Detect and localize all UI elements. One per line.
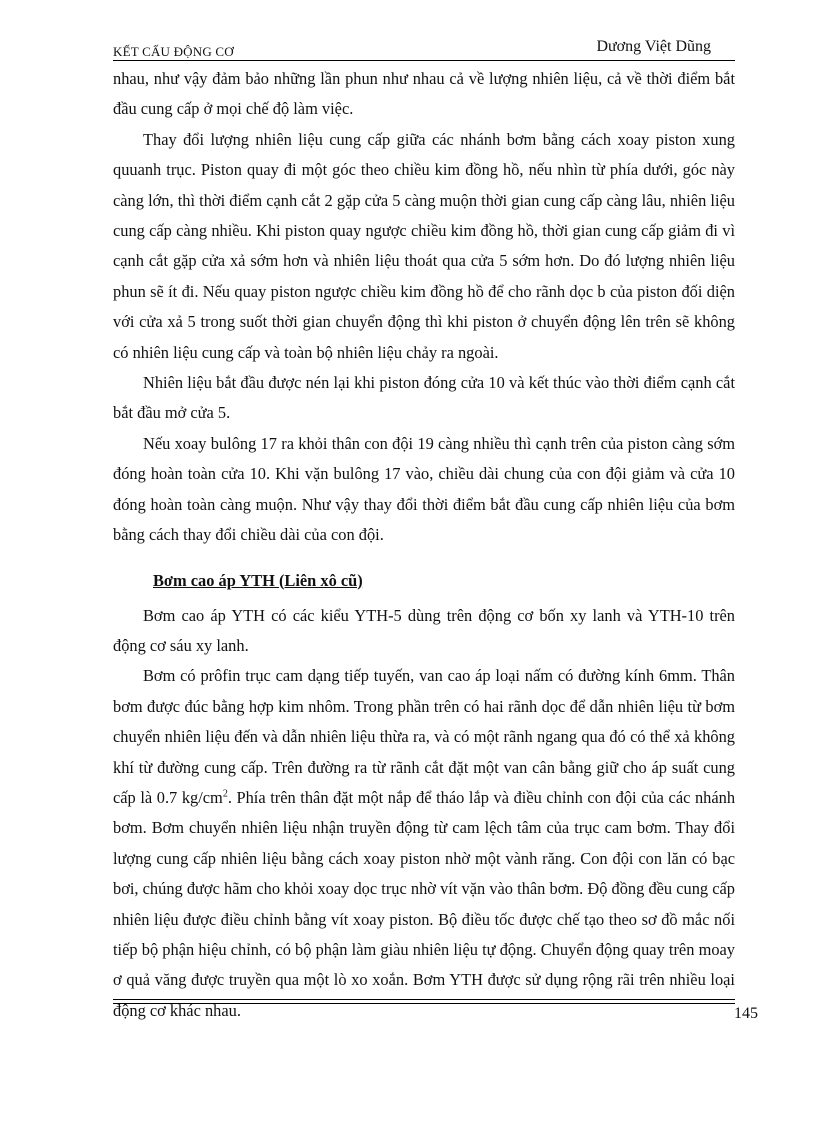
section-heading-yth-pump: Bơm cao áp YTH (Liên xô cũ) xyxy=(153,570,363,590)
paragraph-bolt-adjustment: Nếu xoay bulông 17 ra khỏi thân con đội 19 càng nhiều thì cạnh trên của piston càng sớm đóng hoàn toàn cửa 10. Khi vặn bulông 17 vào, chiều dài chung của con đội giảm và cửa 10 đóng hoàn toàn càng muộn. Như vậy thay đổi thời điểm bắt đầu cung cấp nhiên liệu của bơm bằng cách thay đổi chiều dài của con đội. xyxy=(113,433,735,545)
paragraph-fuel-quantity: Thay đổi lượng nhiên liệu cung cấp giữa các nhánh bơm bằng cách xoay piston xung quuanh trục. Piston quay đi một góc theo chiều kim đồng hồ, nếu nhìn từ phía dưới, góc này càng lớn, thì thời điểm cạnh cắt 2 gặp cửa 5 càng muộn thời gian cung cấp càng lâu, nhiên liệu cung cấp càng nhiều. Khi piston quay ngược chiều kim đồng hồ, thời gian cung cấp giảm đi vì cạnh cắt gặp cửa xả sớm hơn và nhiên liệu thoát qua cửa 5 sớm hơn. Do đó lượng nhiên liệu phun sẽ ít đi. Nếu quay piston ngược chiều kim đồng hồ để cho rãnh dọc b của piston đối diện với cửa xả 5 trong suốt thời gian chuyển động thì khi piston ở chuyển động lên trên sẽ không có nhiên liệu cung cấp và toàn bộ nhiên liệu chảy ra ngoài. xyxy=(113,129,735,362)
paragraph-compression-start: Nhiên liệu bắt đầu được nén lại khi piston đóng cửa 10 và kết thúc vào thời điểm cạnh cắt bắt đầu mở cửa 5. xyxy=(113,373,735,423)
yth-description-part2: . Phía trên thân đặt một nắp để tháo lắp và điều chỉnh con đội của các nhánh bơm. Bơm chuyển nhiên liệu nhận truyền động từ cam lệch tâm của trục cam bơm. Thay đổi lượng cung cấp nhiên liệu bằng cách xoay piston nhờ một vành răng. Con đội con lăn có bạc bơi, chúng được hãm cho khỏi xoay dọc trục nhờ vít vặn vào thân bơm. Độ đồng đều cung cấp nhiên liệu được điều chỉnh bằng vít xoay piston. Bộ điều tốc được chế tạo theo sơ đồ mắc nối tiếp bộ phận hiệu chỉnh, có bộ phận làm giàu nhiên liệu tự động. Chuyển động quay trên moay ơ quả văng được truyền qua một lò xo xoắn. Bơm YTH được sử dụng rộng rãi trên nhiều loại động cơ khác nhau. xyxy=(113,787,736,1020)
paragraph-yth-models: Bơm cao áp YTH có các kiểu YTH-5 dùng trên động cơ bốn xy lanh và YTH-10 trên động cơ sáu xy lanh. xyxy=(113,605,735,655)
page-number: 145 xyxy=(734,1005,758,1022)
footer-rule-thick xyxy=(113,999,735,1000)
header-author: Dương Việt Dũng xyxy=(596,38,711,55)
header-rule xyxy=(113,60,735,61)
footer-rule-thin xyxy=(113,1003,735,1004)
page-body xyxy=(113,64,735,1026)
page-header xyxy=(113,38,735,62)
superscript-2: 2 xyxy=(222,788,228,800)
paragraph-yth-description xyxy=(113,661,735,1026)
yth-description-part1: Bơm có prôfin trục cam dạng tiếp tuyến, van cao áp loại nấm có đường kính 6mm. Thân bơm được đúc bằng hợp kim nhôm. Trong phần trên có hai rãnh dọc để dẫn nhiên liệu từ bơm chuyển nhiên liệu đến và dẫn nhiên liệu thừa ra, và có một rãnh ngang qua đó có thể xả không khí từ đường cung cấp. Trên đường ra từ rãnh cắt đặt một van cân bằng giữ cho áp suất cung cấp là 0.7 kg/cm xyxy=(113,666,735,807)
header-chapter-title: KẾT CẤU ĐỘNG CƠ xyxy=(113,44,234,59)
paragraph-continuation: nhau, như vậy đảm bảo những lần phun như nhau cả về lượng nhiên liệu, cả về thời điểm bắt đầu cung cấp ở mọi chế độ làm việc. xyxy=(113,69,735,119)
